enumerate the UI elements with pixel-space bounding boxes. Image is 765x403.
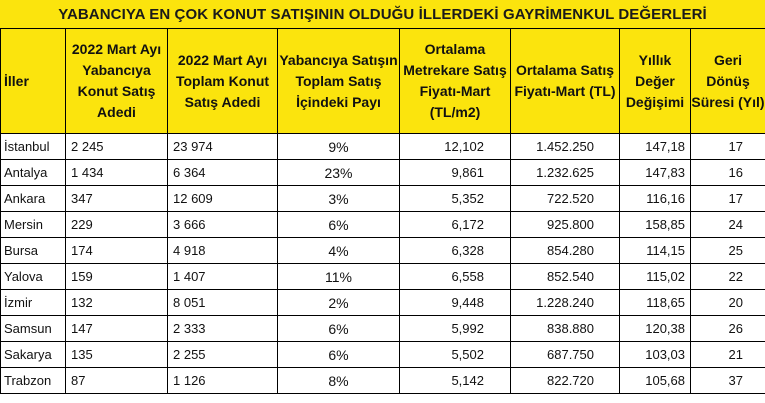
table-row xyxy=(1,264,765,290)
cell-city: Samsun xyxy=(1,316,66,342)
cell-avg-m2-price: 5,502 xyxy=(400,342,511,368)
table-title: YABANCIYA EN ÇOK KONUT SATIŞININ OLDUĞU İLLERDEKİ GAYRİMENKUL DEĞERLERİ xyxy=(0,0,765,28)
cell-annual-change: 158,85 xyxy=(620,212,691,238)
cell-total-sales: 23 974 xyxy=(168,134,278,160)
cell-city: İstanbul xyxy=(1,134,66,160)
cell-avg-m2-price: 9,448 xyxy=(400,290,511,316)
cell-total-sales: 1 126 xyxy=(168,368,278,394)
cell-payback: 24 xyxy=(691,212,765,238)
cell-foreign-share: 2% xyxy=(278,290,400,316)
cell-avg-m2-price: 6,172 xyxy=(400,212,511,238)
cell-foreign-sales: 147 xyxy=(66,316,168,342)
cell-foreign-share: 4% xyxy=(278,238,400,264)
cell-avg-m2-price: 5,992 xyxy=(400,316,511,342)
cell-payback: 25 xyxy=(691,238,765,264)
cell-avg-price: 722.520 xyxy=(511,186,620,212)
cell-foreign-sales: 1 434 xyxy=(66,160,168,186)
cell-annual-change: 115,02 xyxy=(620,264,691,290)
header-payback: Geri Dönüş Süresi (Yıl) xyxy=(691,29,765,134)
header-row xyxy=(1,29,765,134)
cell-city: Mersin xyxy=(1,212,66,238)
table-row xyxy=(1,368,765,394)
cell-total-sales: 6 364 xyxy=(168,160,278,186)
cell-foreign-sales: 174 xyxy=(66,238,168,264)
cell-avg-price: 925.800 xyxy=(511,212,620,238)
cell-foreign-share: 6% xyxy=(278,316,400,342)
cell-foreign-sales: 2 245 xyxy=(66,134,168,160)
cell-annual-change: 103,03 xyxy=(620,342,691,368)
table-row xyxy=(1,160,765,186)
cell-foreign-sales: 135 xyxy=(66,342,168,368)
header-foreign-share: Yabancıya Satışın Toplam Satış İçindeki Payı xyxy=(278,29,400,134)
cell-foreign-share: 3% xyxy=(278,186,400,212)
cell-payback: 16 xyxy=(691,160,765,186)
cell-annual-change: 114,15 xyxy=(620,238,691,264)
cell-payback: 17 xyxy=(691,134,765,160)
table-row xyxy=(1,316,765,342)
table-row xyxy=(1,212,765,238)
cell-annual-change: 118,65 xyxy=(620,290,691,316)
header-total-sales: 2022 Mart Ayı Toplam Konut Satış Adedi xyxy=(168,29,278,134)
cell-total-sales: 12 609 xyxy=(168,186,278,212)
cell-foreign-share: 23% xyxy=(278,160,400,186)
header-avg-m2-price: Ortalama Metrekare Satış Fiyatı-Mart (TL/m2) xyxy=(400,29,511,134)
table-row xyxy=(1,134,765,160)
table-row xyxy=(1,186,765,212)
table-row xyxy=(1,290,765,316)
cell-avg-price: 854.280 xyxy=(511,238,620,264)
cell-foreign-share: 6% xyxy=(278,342,400,368)
cell-foreign-sales: 229 xyxy=(66,212,168,238)
cell-city: Ankara xyxy=(1,186,66,212)
cell-payback: 17 xyxy=(691,186,765,212)
cell-avg-m2-price: 9,861 xyxy=(400,160,511,186)
cell-avg-m2-price: 12,102 xyxy=(400,134,511,160)
cell-avg-price: 1.452.250 xyxy=(511,134,620,160)
cell-city: Bursa xyxy=(1,238,66,264)
table-row xyxy=(1,238,765,264)
cell-total-sales: 4 918 xyxy=(168,238,278,264)
cell-total-sales: 2 255 xyxy=(168,342,278,368)
cell-foreign-share: 11% xyxy=(278,264,400,290)
header-city: İller xyxy=(1,29,66,134)
header-avg-price: Ortalama Satış Fiyatı-Mart (TL) xyxy=(511,29,620,134)
cell-avg-m2-price: 6,328 xyxy=(400,238,511,264)
cell-city: Yalova xyxy=(1,264,66,290)
cell-payback: 22 xyxy=(691,264,765,290)
cell-city: Antalya xyxy=(1,160,66,186)
cell-payback: 20 xyxy=(691,290,765,316)
cell-avg-price: 1.228.240 xyxy=(511,290,620,316)
cell-avg-m2-price: 5,142 xyxy=(400,368,511,394)
cell-annual-change: 116,16 xyxy=(620,186,691,212)
table-body xyxy=(1,134,765,394)
cell-avg-price: 687.750 xyxy=(511,342,620,368)
header-foreign-sales: 2022 Mart Ayı Yabancıya Konut Satış Adedi xyxy=(66,29,168,134)
cell-foreign-sales: 132 xyxy=(66,290,168,316)
table-header xyxy=(1,29,765,134)
cell-avg-price: 838.880 xyxy=(511,316,620,342)
cell-foreign-share: 6% xyxy=(278,212,400,238)
cell-avg-m2-price: 5,352 xyxy=(400,186,511,212)
cell-foreign-share: 8% xyxy=(278,368,400,394)
cell-payback: 26 xyxy=(691,316,765,342)
cell-city: Trabzon xyxy=(1,368,66,394)
cell-payback: 21 xyxy=(691,342,765,368)
cell-annual-change: 120,38 xyxy=(620,316,691,342)
header-annual-change: Yıllık Değer Değişimi xyxy=(620,29,691,134)
cell-avg-price: 852.540 xyxy=(511,264,620,290)
cell-total-sales: 3 666 xyxy=(168,212,278,238)
cell-annual-change: 147,83 xyxy=(620,160,691,186)
cell-avg-m2-price: 6,558 xyxy=(400,264,511,290)
data-table xyxy=(0,28,765,394)
cell-city: Sakarya xyxy=(1,342,66,368)
cell-avg-price: 1.232.625 xyxy=(511,160,620,186)
cell-avg-price: 822.720 xyxy=(511,368,620,394)
cell-foreign-sales: 347 xyxy=(66,186,168,212)
cell-payback: 37 xyxy=(691,368,765,394)
cell-city: İzmir xyxy=(1,290,66,316)
cell-foreign-sales: 159 xyxy=(66,264,168,290)
cell-total-sales: 2 333 xyxy=(168,316,278,342)
cell-foreign-sales: 87 xyxy=(66,368,168,394)
cell-total-sales: 8 051 xyxy=(168,290,278,316)
cell-annual-change: 147,18 xyxy=(620,134,691,160)
cell-foreign-share: 9% xyxy=(278,134,400,160)
cell-total-sales: 1 407 xyxy=(168,264,278,290)
cell-annual-change: 105,68 xyxy=(620,368,691,394)
table-row xyxy=(1,342,765,368)
